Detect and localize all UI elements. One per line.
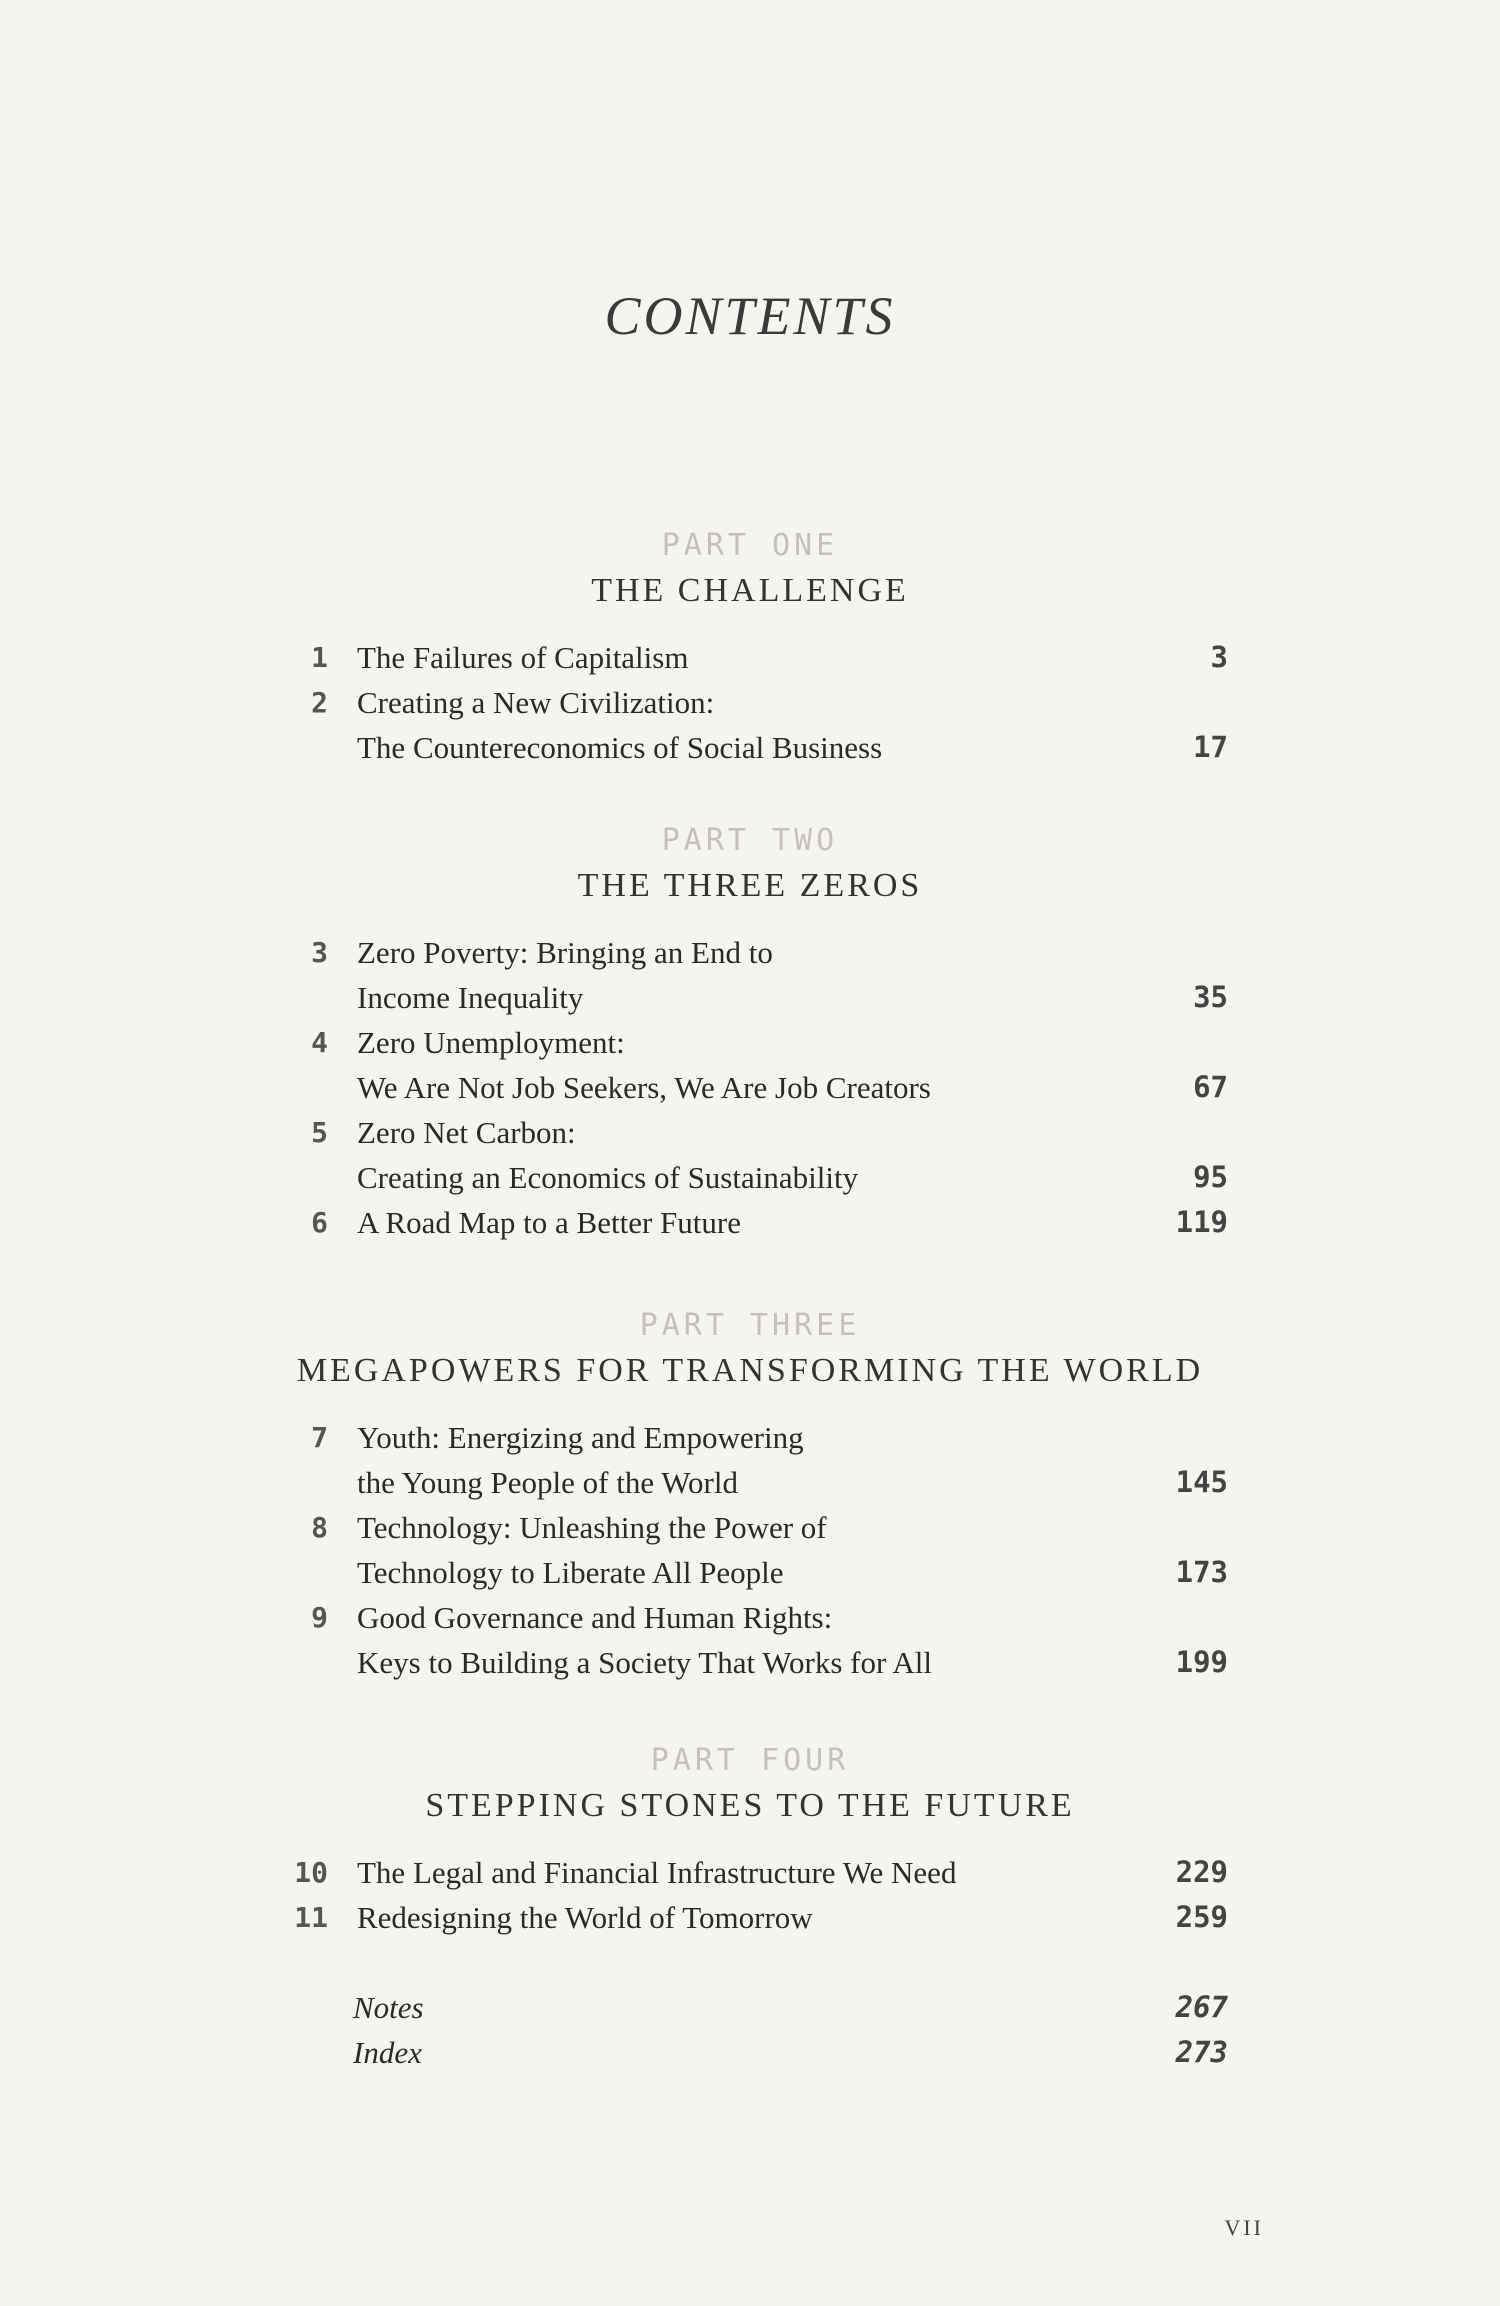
part-title: STEPPING STONES TO THE FUTURE	[425, 1787, 1075, 1824]
chapter-title-line: Zero Poverty: Bringing an End to	[357, 935, 773, 970]
chapter-page-number: 3	[1210, 640, 1228, 674]
chapter-title-line: We Are Not Job Seekers, We Are Job Creators	[357, 1070, 931, 1105]
back-matter	[0, 1985, 1500, 2075]
chapter-number: 8	[311, 1511, 328, 1544]
chapter-title-line: Technology: Unleashing the Power of	[357, 1510, 827, 1545]
chapter-number: 6	[311, 1206, 328, 1239]
chapter-title-line: Technology to Liberate All People	[357, 1555, 784, 1590]
chapter-number: 3	[311, 936, 328, 969]
chapter-title	[357, 680, 1107, 770]
chapter-title-line: Creating an Economics of Sustainability	[357, 1160, 859, 1195]
part-title: MEGAPOWERS FOR TRANSFORMING THE WORLD	[296, 1352, 1204, 1389]
chapter-entry	[0, 1200, 1500, 1245]
chapter-title-line: Zero Unemployment:	[357, 1025, 625, 1060]
chapter-page-number: 17	[1193, 730, 1228, 764]
chapter-page-number: 229	[1175, 1855, 1228, 1889]
chapter-page-number: 173	[1175, 1555, 1228, 1589]
part-title: THE THREE ZEROS	[577, 867, 923, 904]
chapter-title-line: Redesigning the World of Tomorrow	[357, 1900, 813, 1935]
back-matter-label: Index	[353, 2035, 422, 2070]
chapter-page-number: 35	[1193, 980, 1228, 1014]
part-section	[0, 1740, 1500, 1940]
part-label: PART TWO	[661, 823, 839, 858]
chapter-title-line: Income Inequality	[357, 980, 584, 1015]
chapter-number: 5	[311, 1116, 328, 1149]
chapter-title-line: the Young People of the World	[357, 1465, 738, 1500]
chapter-number: 9	[311, 1601, 328, 1634]
chapter-page-number: 145	[1175, 1465, 1228, 1499]
chapter-page-number: 119	[1175, 1205, 1228, 1239]
chapter-list	[0, 1850, 1500, 1940]
chapter-title	[357, 1895, 1107, 1940]
chapter-entry	[0, 930, 1500, 1020]
chapter-list	[0, 1415, 1500, 1685]
chapter-number: 11	[294, 1901, 328, 1934]
part-label: PART THREE	[639, 1308, 861, 1343]
page-folio: VII	[1224, 2215, 1264, 2240]
chapter-number: 10	[294, 1856, 328, 1889]
chapter-title	[357, 1595, 1107, 1685]
chapter-title	[357, 635, 1107, 680]
back-matter-page: 267	[1175, 1990, 1228, 2024]
chapter-entry	[0, 1110, 1500, 1200]
chapter-title-line: Creating a New Civilization:	[357, 685, 715, 720]
chapter-number: 1	[311, 641, 328, 674]
page-title: CONTENTS	[604, 286, 896, 346]
chapter-entry	[0, 1895, 1500, 1940]
chapter-entry	[0, 635, 1500, 680]
back-matter-notes	[0, 1985, 1500, 2030]
chapter-entry	[0, 1415, 1500, 1505]
part-section	[0, 1305, 1500, 1685]
chapter-number: 4	[311, 1026, 328, 1059]
part-title: THE CHALLENGE	[591, 572, 909, 609]
chapter-page-number: 95	[1193, 1160, 1228, 1194]
part-label: PART ONE	[661, 528, 839, 563]
chapter-title-line: The Legal and Financial Infrastructure We Need	[357, 1855, 957, 1890]
chapter-entry	[0, 1595, 1500, 1685]
chapter-title-line: Youth: Energizing and Empowering	[357, 1420, 804, 1455]
chapter-title	[357, 930, 1107, 1020]
chapter-entry	[0, 1850, 1500, 1895]
chapter-title	[357, 1505, 1107, 1595]
chapter-title	[357, 1110, 1107, 1200]
chapter-list	[0, 930, 1500, 1245]
chapter-title	[357, 1200, 1107, 1245]
chapter-entry	[0, 1505, 1500, 1595]
back-matter-index	[0, 2030, 1500, 2075]
chapter-number: 7	[311, 1421, 328, 1454]
chapter-title-line: The Failures of Capitalism	[357, 640, 689, 675]
part-label: PART FOUR	[650, 1743, 850, 1778]
back-matter-page: 273	[1175, 2035, 1228, 2069]
chapter-title	[357, 1850, 1107, 1895]
chapter-title	[357, 1020, 1107, 1110]
chapter-list	[0, 635, 1500, 770]
chapter-page-number: 199	[1175, 1645, 1228, 1679]
back-matter-label: Notes	[353, 1990, 424, 2025]
chapter-title-line: A Road Map to a Better Future	[357, 1205, 741, 1240]
chapter-title-line: Keys to Building a Society That Works for All	[357, 1645, 932, 1680]
chapter-number: 2	[311, 686, 328, 719]
chapter-page-number: 67	[1193, 1070, 1228, 1104]
chapter-title	[357, 1415, 1107, 1505]
chapter-title-line: Zero Net Carbon:	[357, 1115, 576, 1150]
part-section	[0, 525, 1500, 770]
chapter-entry	[0, 1020, 1500, 1110]
chapter-title-line: The Countereconomics of Social Business	[357, 730, 883, 765]
chapter-entry	[0, 680, 1500, 770]
chapter-page-number: 259	[1175, 1900, 1228, 1934]
part-section	[0, 820, 1500, 1245]
chapter-title-line: Good Governance and Human Rights:	[357, 1600, 833, 1635]
